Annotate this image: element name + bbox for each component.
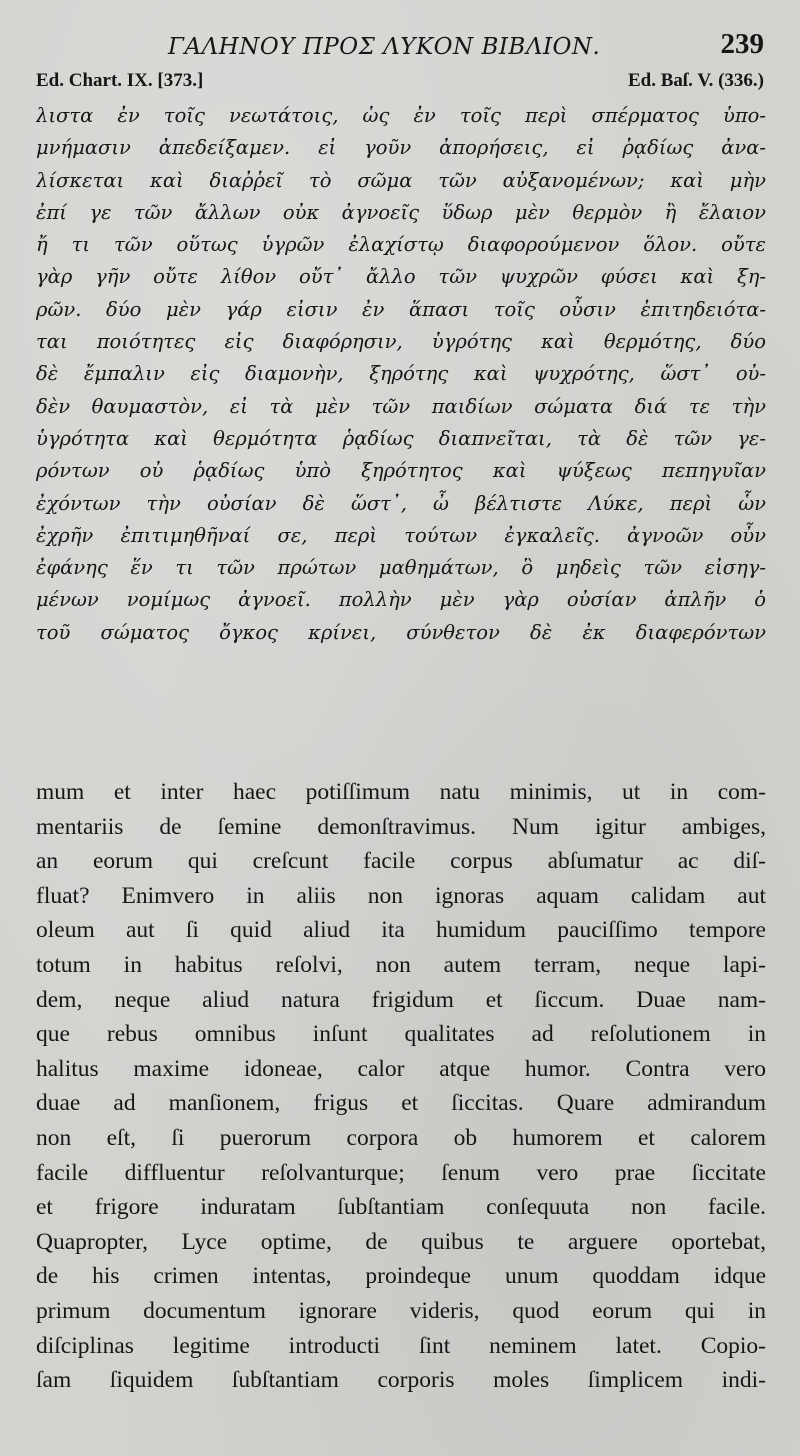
latin-line: et frigore induratam ſubſtantiam conſequuta non facile. (36, 1194, 766, 1221)
latin-line: Quapropter, Lyce optime, de quibus te arguere oportebat, (36, 1228, 766, 1255)
latin-line: que rebus omnibus inſunt qualitates ad reſolutionem in (36, 1021, 766, 1048)
greek-line: ἤ τι τῶν οὕτως ὑγρῶν ἐλαχίστῳ διαφορούμενον ὅλον. οὔτε (36, 233, 766, 257)
running-title: ΓΑΛΗΝΟΥ ΠΡΟΣ ΛΥΚΟΝ ΒΙΒΛΙΟΝ. (168, 34, 601, 60)
greek-line: γὰρ γῆν οὔτε λίθον οὔτ᾽ ἄλλο τῶν ψυχρῶν φύσει καὶ ξη- (36, 265, 766, 289)
latin-line: duae ad manſionem, frigus et ſiccitas. Quare admirandum (36, 1090, 766, 1117)
greek-line: ρῶν. δύο μὲν γάρ εἰσιν ἐν ἅπασι τοῖς οὖσιν ἐπιτηδειότα- (36, 297, 766, 321)
greek-text-block (36, 100, 766, 649)
greek-line: μνήμασιν ἀπεδείξαμεν. εἰ γοῦν ἀπορήσεις, εἰ ῥᾳδίως ἀνα- (36, 136, 766, 160)
latin-line: diſciplinas legitime introducti ſint neminem latet. Copio- (36, 1332, 766, 1359)
page-number: 239 (720, 28, 764, 60)
latin-line: ſam ſiquidem ſubſtantiam corporis moles ſimplicem indi- (36, 1367, 766, 1394)
greek-line: ὑγρότητα καὶ θερμότητα ῥᾳδίως διαπνεῖται, τὰ δὲ τῶν γε- (36, 426, 766, 450)
latin-line: totum in habitus reſolvi, non autem terram, neque lapi- (36, 951, 766, 978)
latin-line: dem, neque aliud natura frigidum et ſiccum. Duae nam- (36, 986, 766, 1013)
latin-line: fluat? Enimvero in aliis non ignoras aquam calidam aut (36, 882, 766, 909)
running-head (0, 26, 800, 66)
edition-line (36, 70, 764, 98)
latin-line: mentariis de ſemine demonſtravimus. Num igitur ambiges, (36, 813, 766, 840)
greek-line: ἐφάνης ἕν τι τῶν πρώτων μαθημάτων, ὃ μηδεὶς τῶν εἰσηγ- (36, 556, 766, 580)
edition-chartier: Ed. Chart. IX. [373.] (36, 70, 204, 91)
greek-line: ρόντων οὐ ῥᾳδίως ὑπὸ ξηρότητος καὶ ψύξεως πεπηγυῖαν (36, 459, 766, 483)
latin-line: mum et inter haec potiſſimum natu minimis, ut in com- (36, 779, 766, 805)
greek-line: ἐπί γε τῶν ἄλλων οὐκ ἀγνοεῖς ὕδωρ μὲν θερμὸν ἢ ἔλαιον (36, 200, 766, 224)
latin-line: non eſt, ſi puerorum corpora ob humorem et calorem (36, 1124, 766, 1151)
latin-line: an eorum qui creſcunt facile corpus abſumatur ac diſ- (36, 848, 766, 875)
latin-line: primum documentum ignorare videris, quod eorum qui in (36, 1297, 766, 1324)
latin-line: facile diffluentur reſolvanturque; ſenum vero prae ſiccitate (36, 1159, 766, 1186)
greek-line: δὲν θαυμαστὸν, εἰ τὰ μὲν τῶν παιδίων σώματα διά τε τὴν (36, 394, 766, 418)
greek-line: ἐχρῆν ἐπιτιμηθῆναί σε, περὶ τούτων ἐγκαλεῖς. ἀγνοῶν οὖν (36, 523, 766, 547)
greek-line: ται ποιότητες εἰς διαφόρησιν, ὑγρότης καὶ θερμότης, δύο (36, 330, 766, 354)
latin-line: halitus maxime idoneae, calor atque humor. Contra vero (36, 1055, 766, 1082)
edition-basel: Ed. Baſ. V. (336.) (627, 70, 764, 91)
greek-line: μένων νομίμως ἀγνοεῖ. πολλὴν μὲν γὰρ οὐσίαν ἁπλῆν ὁ (36, 588, 766, 612)
greek-line: λίσκεται καὶ διαῤῥεῖ τὸ σῶμα τῶν αὐξανομένων; καὶ μὴν (36, 168, 766, 192)
greek-line: δὲ ἔμπαλιν εἰς διαμονὴν, ξηρότης καὶ ψυχρότης, ὥστ᾽ οὐ- (36, 362, 766, 386)
greek-line: ἐχόντων τὴν οὐσίαν δὲ ὥστ᾽, ὦ βέλτιστε Λύκε, περὶ ὧν (36, 491, 766, 515)
greek-line: τοῦ σώματος ὄγκος κρίνει, σύνθετον δὲ ἐκ διαφερόντων (36, 620, 766, 644)
latin-line: de his crimen intentas, proindeque unum quoddam idque (36, 1263, 766, 1290)
latin-line: oleum aut ſi quid aliud ita humidum pauciſſimo tempore (36, 917, 766, 944)
latin-text-block (36, 775, 766, 1398)
greek-line: λιστα ἐν τοῖς νεωτάτοις, ὡς ἐν τοῖς περὶ σπέρματος ὑπο- (36, 104, 766, 127)
